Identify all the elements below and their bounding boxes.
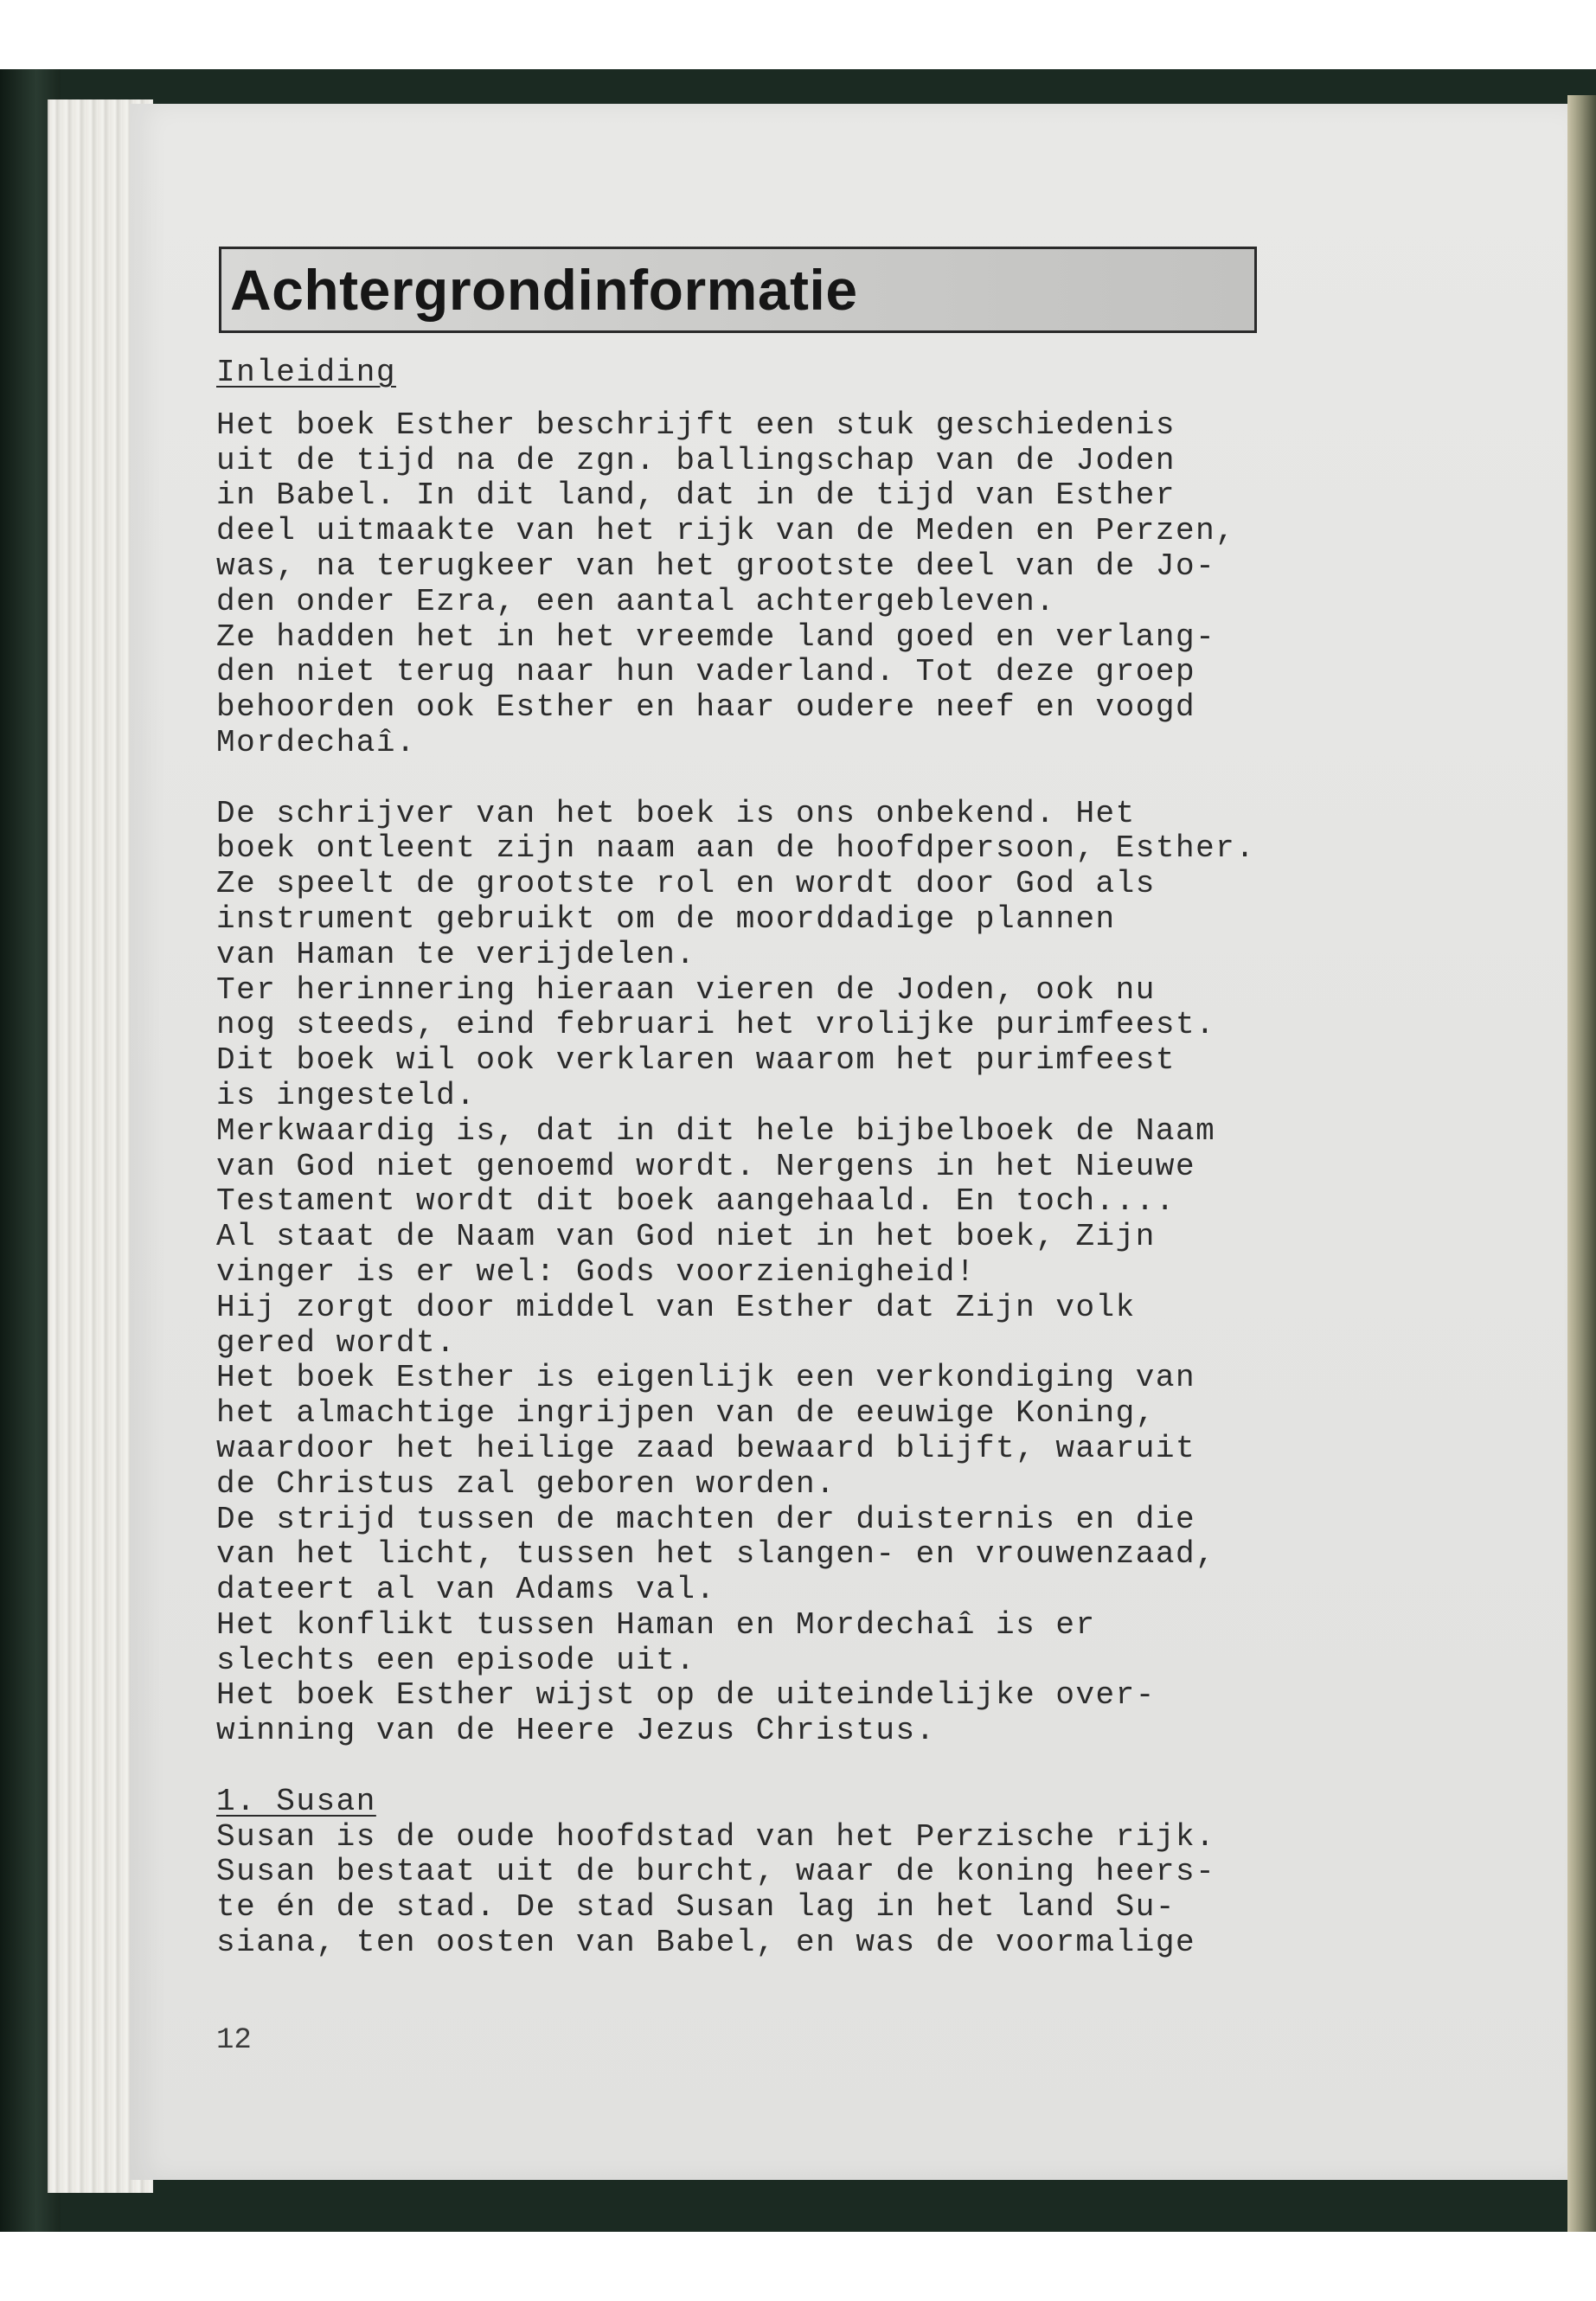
text-line: Het konflikt tussen Haman en Mordechaî is er xyxy=(216,1606,1096,1643)
section1-heading-line xyxy=(216,1785,1514,1820)
text-line: waardoor het heilige zaad bewaard blijft, waaruit xyxy=(216,1430,1196,1466)
title-banner xyxy=(219,247,1257,333)
text-line: behoorden ook Esther en haar oudere neef en voogd xyxy=(216,689,1196,726)
text-line: het almachtige ingrijpen van de eeuwige Koning, xyxy=(216,1395,1156,1432)
text-line: instrument gebruikt om de moorddadige plannen xyxy=(216,901,1116,937)
paragraph-gap xyxy=(216,761,1514,797)
text-line: Ter herinnering hieraan vieren de Joden, ook nu xyxy=(216,971,1156,1008)
text-line: de Christus zal geboren worden. xyxy=(216,1465,836,1502)
text-line: deel uitmaakte van het rijk van de Meden en Perzen, xyxy=(216,513,1236,549)
paragraph-gap xyxy=(216,1749,1514,1785)
intro-heading-line xyxy=(216,356,1514,391)
text-line: Al staat de Naam van God niet in het boek, Zijn xyxy=(216,1219,1156,1255)
text-line: gered wordt. xyxy=(216,1324,457,1361)
text-line: Dit boek wil ook verklaren waarom het purimfeest xyxy=(216,1042,1176,1079)
section1-heading: 1. Susan xyxy=(216,1783,376,1819)
text-line: is ingesteld. xyxy=(216,1077,477,1113)
text-line: Hij zorgt door middel van Esther dat Zijn volk xyxy=(216,1289,1136,1325)
text-line: dateert al van Adams val. xyxy=(216,1572,716,1608)
text-line: Ze hadden het in het vreemde land goed en verlang- xyxy=(216,619,1216,655)
text-line: slechts een episode uit. xyxy=(216,1642,696,1678)
text-line: boek ontleent zijn naam aan de hoofdpersoon, Esther. xyxy=(216,830,1256,867)
text-line: Susan is de oude hoofdstad van het Perzische rijk. xyxy=(216,1818,1216,1855)
text-line: Mordechaî. xyxy=(216,724,417,760)
text-line: winning van de Heere Jezus Christus. xyxy=(216,1713,936,1749)
text-line: te én de stad. De stad Susan lag in het land Su- xyxy=(216,1889,1176,1926)
text-line: Testament wordt dit boek aangehaald. En toch.... xyxy=(216,1183,1176,1220)
page-content xyxy=(216,350,1514,1961)
text-line: Het boek Esther is eigenlijk een verkondiging van xyxy=(216,1360,1196,1396)
next-page-edge xyxy=(1567,95,1596,2232)
text-line: den niet terug naar hun vaderland. Tot deze groep xyxy=(216,654,1196,690)
intro-heading: Inleiding xyxy=(216,355,396,390)
text-line: uit de tijd na de zgn. ballingschap van de Joden xyxy=(216,442,1176,478)
page-title: Achtergrondinformatie xyxy=(230,258,858,322)
text-line: vinger is er wel: Gods voorzienigheid! xyxy=(216,1253,976,1290)
text-line: De strijd tussen de machten der duisternis en die xyxy=(216,1501,1196,1537)
text-line: Susan bestaat uit de burcht, waar de koning heers- xyxy=(216,1854,1216,1890)
text-line: De schrijver van het boek is ons onbekend. Het xyxy=(216,795,1136,831)
intro-paragraph xyxy=(216,408,1514,761)
text-line: van Haman te verijdelen. xyxy=(216,936,696,972)
text-line: Merkwaardig is, dat in dit hele bijbelboek de Naam xyxy=(216,1112,1216,1149)
text-line: van God niet genoemd wordt. Nergens in het Nieuwe xyxy=(216,1148,1196,1184)
text-line: nog steeds, eind februari het vrolijke purimfeest. xyxy=(216,1007,1216,1043)
text-line: siana, ten oosten van Babel, en was de voormalige xyxy=(216,1925,1196,1961)
text-line: den onder Ezra, een aantal achtergebleven. xyxy=(216,583,1056,619)
text-line: was, na terugkeer van het grootste deel van de Jo- xyxy=(216,548,1216,584)
text-line: van het licht, tussen het slangen- en vrouwenzaad, xyxy=(216,1536,1216,1573)
section1-paragraph xyxy=(216,1820,1514,1961)
text-line: in Babel. In dit land, dat in de tijd van Esther xyxy=(216,478,1176,514)
body-paragraph xyxy=(216,797,1514,1750)
text-line: Het boek Esther beschrijft een stuk geschiedenis xyxy=(216,407,1176,443)
text-line: Het boek Esther wijst op de uiteindelijke over- xyxy=(216,1677,1156,1714)
page-number: 12 xyxy=(216,2024,252,2057)
text-line: Ze speelt de grootste rol en wordt door God als xyxy=(216,866,1156,902)
